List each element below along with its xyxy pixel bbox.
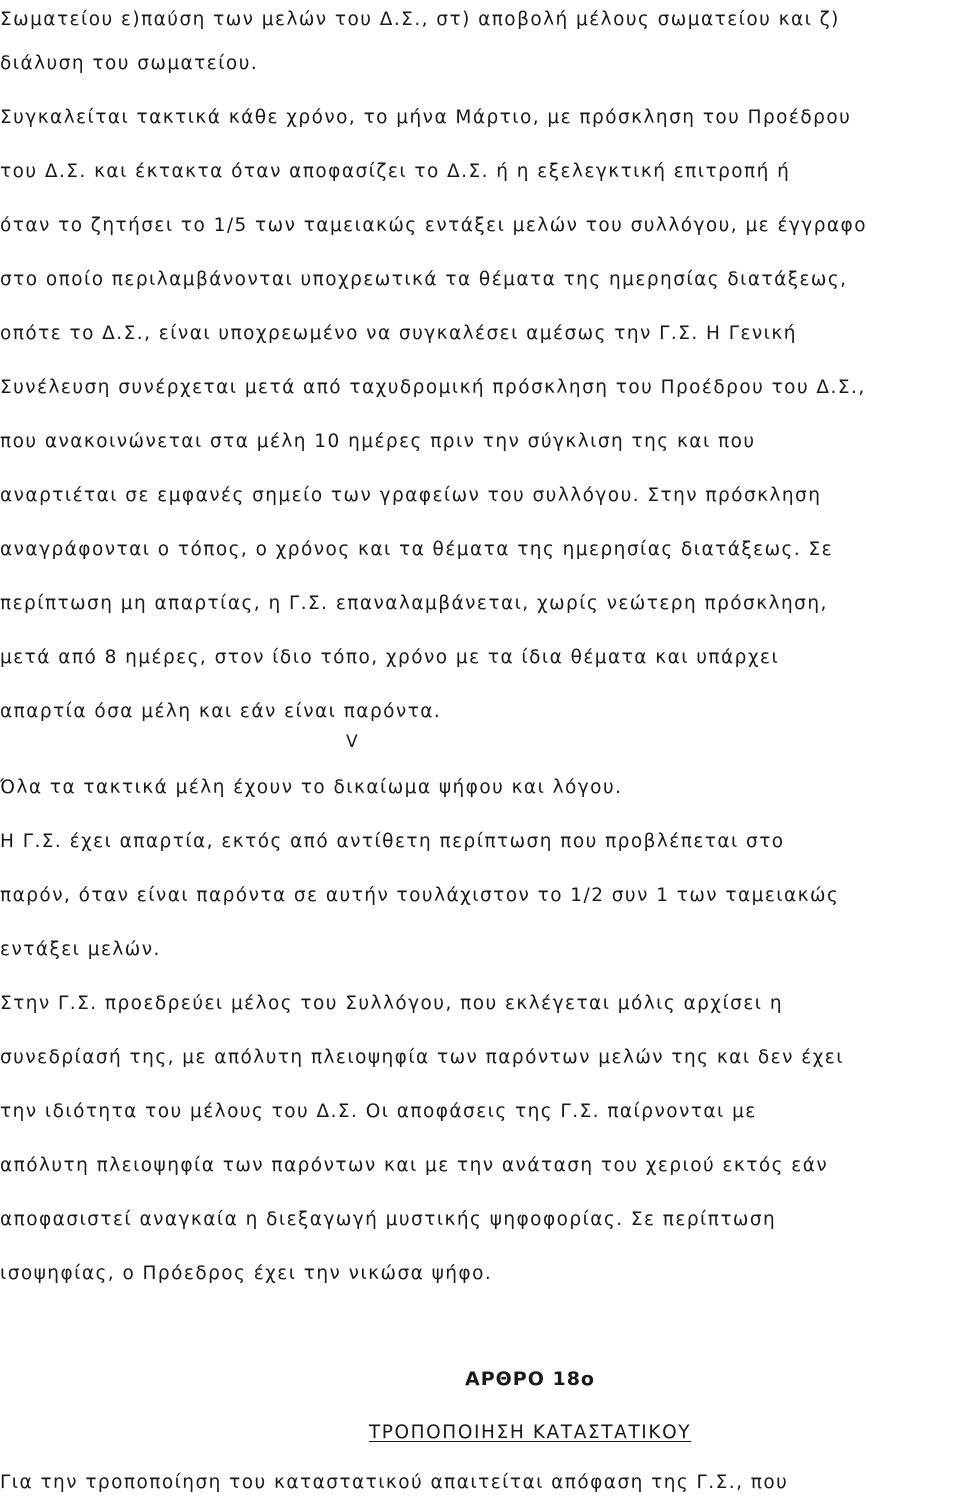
text-line-16: Η Γ.Σ. έχει απαρτία, εκτός από αντίθετη περίπτωση που προβλέπεται στο xyxy=(0,831,785,852)
text-line-22: απόλυτη πλειοψηφία των παρόντων και με την ανάταση του χεριού εκτός εάν xyxy=(0,1155,829,1176)
text-line-20: συνεδρίασή της, με απόλυτη πλειοψηφία των παρόντων μελών της και δεν έχει xyxy=(0,1047,844,1068)
text-line-24: ισοψηφίας, ο Πρόεδρος έχει την νικώσα ψήφο. xyxy=(0,1263,493,1284)
text-line-25: Για την τροποποίηση του καταστατικού απαιτείται απόφαση της Γ.Σ., που xyxy=(0,1472,789,1493)
article-heading: ΑΡΘΡΟ 18ο xyxy=(465,1368,595,1390)
v-mark: V xyxy=(346,732,358,752)
text-line-3: Συγκαλείται τακτικά κάθε χρόνο, το μήνα Μάρτιο, με πρόσκληση του Προέδρου xyxy=(0,107,852,128)
text-line-17: παρόν, όταν είναι παρόντα σε αυτήν τουλάχιστον το 1/2 συν 1 των ταμειακώς xyxy=(0,885,840,906)
text-line-12: περίπτωση μη απαρτίας, η Γ.Σ. επαναλαμβάνεται, χωρίς νεώτερη πρόσκληση, xyxy=(0,593,828,614)
text-line-11: αναγράφονται ο τόπος, ο χρόνος και τα θέματα της ημερησίας διατάξεως. Σε xyxy=(0,539,834,560)
text-line-19: Στην Γ.Σ. προεδρεύει μέλος του Συλλόγου, που εκλέγεται μόλις αρχίσει η xyxy=(0,993,783,1014)
text-line-15: Όλα τα τακτικά μέλη έχουν το δικαίωμα ψήφου και λόγου. xyxy=(0,777,623,798)
text-line-14: απαρτία όσα μέλη και εάν είναι παρόντα. xyxy=(0,701,442,722)
text-line-8: Συνέλευση συνέρχεται μετά από ταχυδρομική πρόσκληση του Προέδρου του Δ.Σ., xyxy=(0,377,866,398)
text-line-23: αποφασιστεί αναγκαία η διεξαγωγή μυστικής ψηφοφορίας. Σε περίπτωση xyxy=(0,1209,777,1230)
text-line-5: όταν το ζητήσει το 1/5 των ταμειακώς εντάξει μελών του συλλόγου, με έγγραφο xyxy=(0,215,867,236)
text-line-4: του Δ.Σ. και έκτακτα όταν αποφασίζει το Δ.Σ. ή η εξελεγκτική επιτροπή ή xyxy=(0,161,791,182)
text-line-6: στο οποίο περιλαμβάνονται υποχρεωτικά τα θέματα της ημερησίας διατάξεως, xyxy=(0,269,848,290)
article-subheading: ΤΡΟΠΟΠΟΙΗΣΗ ΚΑΤΑΣΤΑΤΙΚΟΥ xyxy=(368,1422,692,1443)
text-line-13: μετά από 8 ημέρες, στον ίδιο τόπο, χρόνο με τα ίδια θέματα και υπάρχει xyxy=(0,647,780,668)
text-line-7: οπότε το Δ.Σ., είναι υποχρεωμένο να συγκαλέσει αμέσως την Γ.Σ. Η Γενική xyxy=(0,323,797,344)
text-line-1: Σωματείου ε)παύση των μελών του Δ.Σ., στ) αποβολή μέλους σωματείου και ζ) xyxy=(0,9,840,30)
text-line-18: εντάξει μελών. xyxy=(0,939,161,960)
text-line-10: αναρτιέται σε εμφανές σημείο των γραφείων του συλλόγου. Στην πρόσκληση xyxy=(0,485,822,506)
text-line-9: που ανακοινώνεται στα μέλη 10 ημέρες πριν την σύγκλιση της και που xyxy=(0,431,756,452)
text-line-21: την ιδιότητα του μέλους του Δ.Σ. Οι αποφάσεις της Γ.Σ. παίρνονται με xyxy=(0,1101,757,1122)
text-line-2: διάλυση του σωματείου. xyxy=(0,53,259,74)
